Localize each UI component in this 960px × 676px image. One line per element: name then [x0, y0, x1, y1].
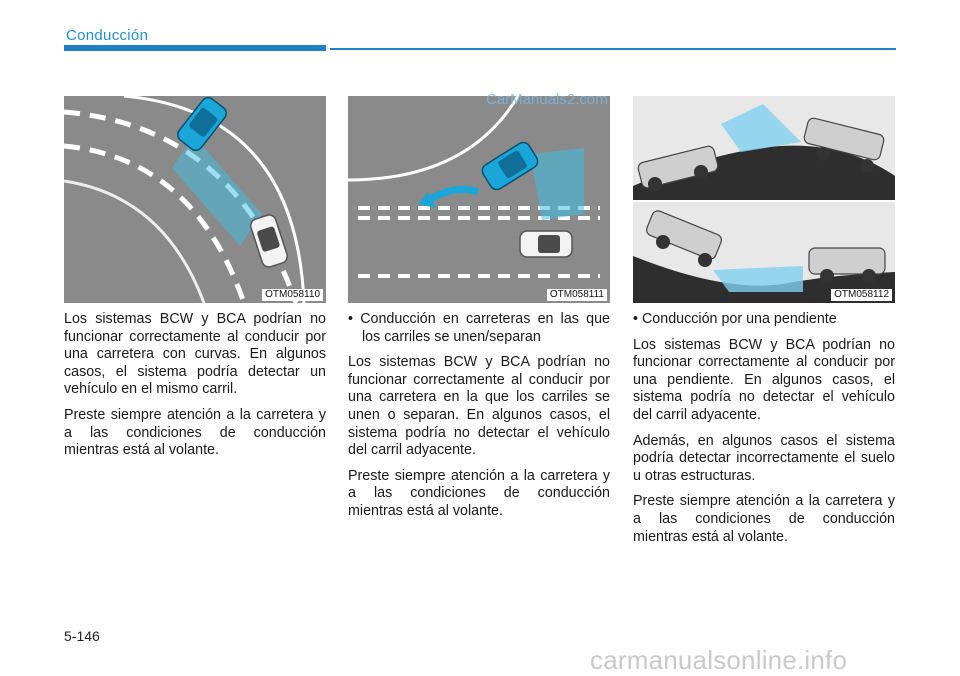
page-number: 5-146 [64, 628, 100, 644]
text-column-3 [633, 311, 895, 554]
figure-code: OTM058110 [262, 289, 323, 301]
site-watermark: carmanualsonline.info [590, 645, 848, 675]
figure-code: OTM058112 [831, 289, 892, 301]
header-rule-thin [330, 48, 896, 50]
paragraph: Preste siempre atención a la carretera y a las condiciones de conducción mientras está al volante. [348, 467, 610, 519]
bullet-item: • Conducción por una pendiente [633, 311, 837, 327]
merging-lanes-illustration [348, 96, 610, 303]
paragraph: Los sistemas BCW y BCA podrían no funcionar correctamente al conducir por una carretera en la que los carriles se unen o separan. En algunos casos, el sistema podría no detectar el vehículo del carril adyacente. [348, 354, 610, 459]
paragraph: Los sistemas BCW y BCA podrían no funcionar correctamente al conducir por una pendiente. En algunos casos, el sistema podría no detectar el vehículo del carril adyacente. [633, 336, 895, 423]
paragraph: Los sistemas BCW y BCA podrían no funcionar correctamente al conducir por una carretera con curvas. En algunos casos, el sistema podría detectar un vehículo en el mismo carril. [64, 311, 326, 398]
header-rule-thick [64, 45, 326, 51]
section-title: Conducción [66, 27, 149, 44]
paragraph: Preste siempre atención a la carretera y a las condiciones de conducción mientras está al volante. [64, 406, 326, 459]
watermark-text: CarManuals2.com [486, 91, 608, 108]
paragraph: Preste siempre atención a la carretera y a las condiciones de conducción mientras está al volante. [633, 493, 895, 545]
figure-curved-road [64, 96, 326, 303]
bullet-item: • Conducción en carreteras en las que los carriles se unen/separan [348, 311, 610, 345]
figure-code: OTM058111 [547, 289, 607, 301]
slope-illustration [633, 96, 895, 303]
white-car-icon [520, 231, 572, 257]
figure-merging-lanes [348, 96, 610, 303]
text-column-1 [64, 311, 326, 468]
curved-road-illustration [64, 96, 326, 303]
figure-slope [633, 96, 895, 303]
paragraph: Además, en algunos casos el sistema podría detectar incorrectamente el suelo u otras estructuras. [633, 432, 895, 484]
text-column-2 [348, 311, 610, 529]
